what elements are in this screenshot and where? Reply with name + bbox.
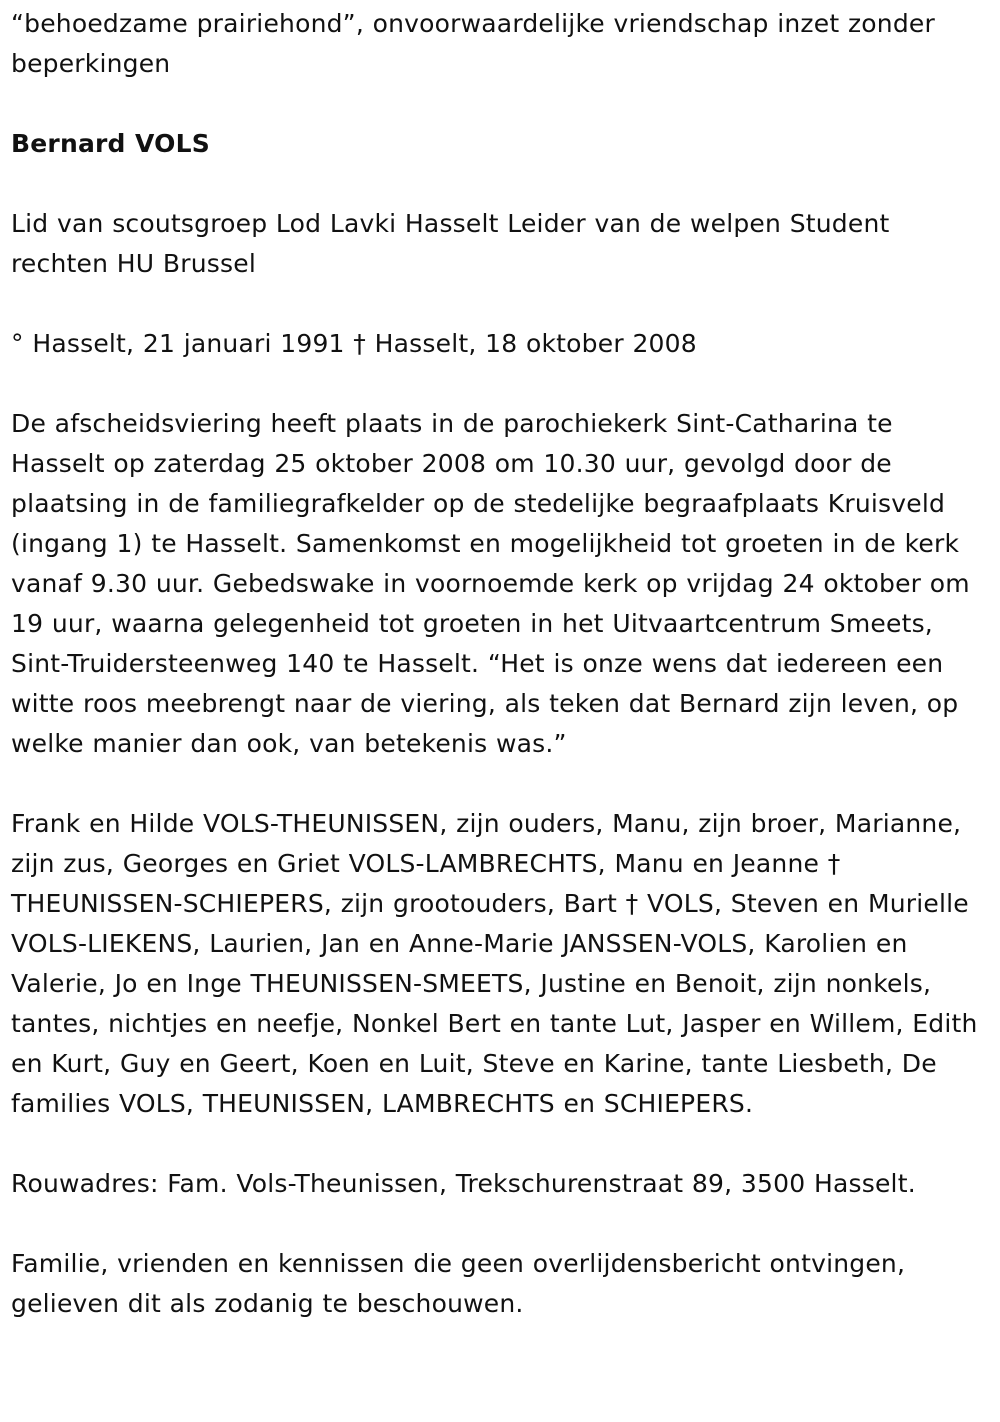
paragraph-spacer <box>11 84 991 124</box>
family-paragraph: Frank en Hilde VOLS-THEUNISSEN, zijn ouders, Manu, zijn broer, Marianne, zijn zus, Georges en Griet VOLS-LAMBRECHTS, Manu en Jeanne † THEUNISSEN-SCHIEPERS, zijn grootouders, Bart † VOLS, Steven en Murielle VOLS-LIEKENS, Laurien, Jan en Anne-Marie JANSSEN-VOLS, Karolien en Valerie, Jo en Inge THEUNISSEN-SMEETS, Justine en Benoit, zijn nonkels, tantes, nichtjes en neefje, Nonkel Bert en tante Lut, Jasper en Willem, Edith en Kurt, Guy en Geert, Koen en Luit, Steve en Karine, tante Liesbeth, De families VOLS, THEUNISSEN, LAMBRECHTS en SCHIEPERS. <box>11 809 978 1118</box>
paragraph-spacer <box>11 284 991 324</box>
mourning-address: Rouwadres: Fam. Vols-Theunissen, Trekschurenstraat 89, 3500 Hasselt. <box>11 1169 916 1198</box>
deceased-name-heading: Bernard VOLS <box>11 129 210 158</box>
paragraph-spacer <box>11 764 991 804</box>
roles-paragraph: Lid van scoutsgroep Lod Lavki Hasselt Leider van de welpen Student rechten HU Brussel <box>11 209 890 278</box>
birth-death-dates: ° Hasselt, 21 januari 1991 † Hasselt, 18 oktober 2008 <box>11 329 697 358</box>
paragraph-spacer <box>11 364 991 404</box>
paragraph-spacer <box>11 1124 991 1164</box>
closing-paragraph: Familie, vrienden en kennissen die geen overlijdensbericht ontvingen, gelieven dit als zodanig te beschouwen. <box>11 1249 906 1318</box>
obituary-document <box>11 4 991 1324</box>
paragraph-spacer <box>11 164 991 204</box>
intro-paragraph: “behoedzame prairiehond”, onvoorwaardelijke vriendschap inzet zonder beperkingen <box>11 9 935 78</box>
paragraph-spacer <box>11 1204 991 1244</box>
ceremony-paragraph: De afscheidsviering heeft plaats in de parochiekerk Sint-Catharina te Hasselt op zaterdag 25 oktober 2008 om 10.30 uur, gevolgd door de plaatsing in de familiegrafkelder op de stedelijke begraafplaats Kruisveld (ingang 1) te Hasselt. Samenkomst en mogelijkheid tot groeten in de kerk vanaf 9.30 uur. Gebedswake in voornoemde kerk op vrijdag 24 oktober om 19 uur, waarna gelegenheid tot groeten in het Uitvaartcentrum Smeets, Sint-Truidersteenweg 140 te Hasselt. “Het is onze wens dat iedereen een witte roos meebrengt naar de viering, als teken dat Bernard zijn leven, op welke manier dan ook, van betekenis was.” <box>11 409 970 758</box>
